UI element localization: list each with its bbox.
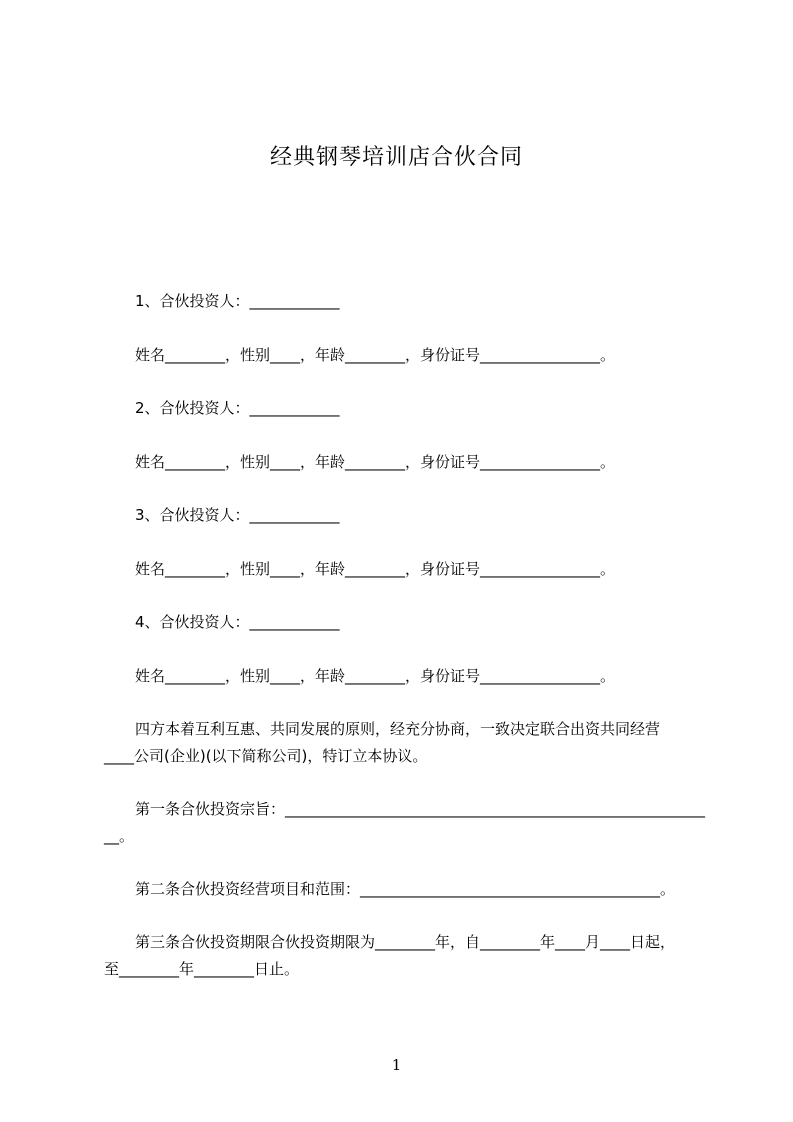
intro-line-1: 四方本着互利互惠、共同发展的原则，经充分协商，一致决定联合出资共同经营: [135, 720, 661, 738]
article-3-line-1: 第三条合伙投资期限合伙投资期限为________年，自________年____月____日起，: [135, 933, 676, 951]
investor-2-header: 2、合伙投资人：____________: [135, 399, 340, 417]
investor-1-details: 姓名________，性别____，年龄________，身份证号________________。: [135, 346, 616, 364]
investor-4-details: 姓名________，性别____，年龄________，身份证号________________。: [135, 667, 616, 685]
intro-line-2: ____公司(企业)(以下简称公司)，特订立本协议。: [104, 747, 428, 765]
page-number: 1: [391, 1056, 402, 1074]
article-3-line-2: 至________年________日止。: [104, 960, 300, 978]
investor-3-details: 姓名________，性别____，年龄________，身份证号________________。: [135, 560, 616, 578]
article-1-line-1: 第一条合伙投资宗旨：________________________________________________________: [135, 800, 706, 818]
investor-1-header: 1、合伙投资人：____________: [135, 292, 340, 310]
article-1-line-2: __。: [104, 827, 135, 845]
article-2-line-1: 第二条合伙投资经营项目和范围：________________________________________。: [135, 880, 676, 898]
investor-2-details: 姓名________，性别____，年龄________，身份证号________________。: [135, 453, 616, 471]
document-title: 经典钢琴培训店合伙合同: [269, 145, 523, 170]
investor-3-header: 3、合伙投资人：____________: [135, 506, 340, 524]
investor-4-header: 4、合伙投资人：____________: [135, 613, 340, 631]
